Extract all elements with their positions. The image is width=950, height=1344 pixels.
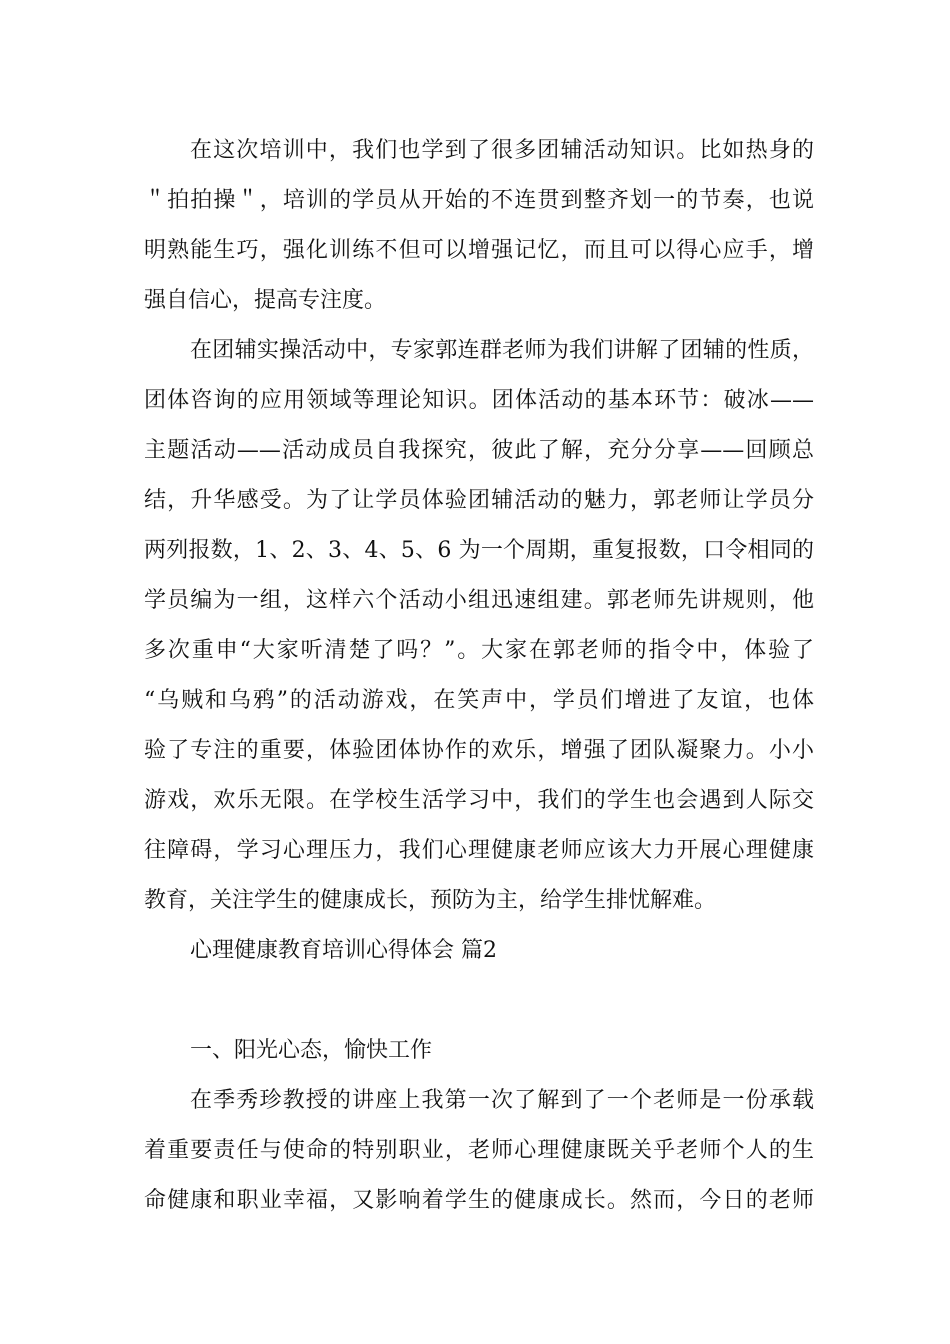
paragraph-1-line-3: 明熟能生巧，强化训练不但可以增强记忆，而且可以得心应手，增 bbox=[144, 238, 814, 263]
paragraph-2-line-6: 学员编为一组，这样六个活动小组迅速组建。郭老师先讲规则，他 bbox=[144, 588, 814, 613]
paragraph-2-line-8: “乌贼和乌鸦”的活动游戏，在笑声中，学员们增进了友谊，也体 bbox=[144, 688, 814, 713]
paragraph-2-line-5: 两列报数，1、2、3、4、5、6 为一个周期，重复报数，口令相同的 bbox=[144, 538, 814, 563]
paragraph-1-line-2: ＂拍拍操＂，培训的学员从开始的不连贯到整齐划一的节奏，也说 bbox=[144, 188, 814, 213]
paragraph-2-line-3: 主题活动——活动成员自我探究，彼此了解，充分分享——回顾总 bbox=[144, 438, 814, 463]
paragraph-2-line-2: 团体咨询的应用领域等理论知识。团体活动的基本环节：破冰—— bbox=[144, 388, 814, 413]
paragraph-2-line-9: 验了专注的重要，体验团体协作的欢乐，增强了团队凝聚力。小小 bbox=[144, 738, 814, 763]
subsection-heading: 一、阳光心态，愉快工作 bbox=[190, 1038, 433, 1063]
paragraph-2-line-10: 游戏，欢乐无限。在学校生活学习中，我们的学生也会遇到人际交 bbox=[144, 788, 814, 813]
paragraph-1-line-4: 强自信心，提高专注度。 bbox=[144, 288, 387, 313]
paragraph-2-line-12: 教育，关注学生的健康成长，预防为主，给学生排忧解难。 bbox=[144, 888, 717, 913]
section-heading: 心理健康教育培训心得体会 篇2 bbox=[190, 938, 497, 963]
paragraph-3-line-2: 着重要责任与使命的特别职业，老师心理健康既关乎老师个人的生 bbox=[144, 1138, 814, 1163]
paragraph-2-line-7: 多次重申“大家听清楚了吗？”。大家在郭老师的指令中，体验了 bbox=[144, 638, 814, 663]
paragraph-2-line-4: 结，升华感受。为了让学员体验团辅活动的魅力，郭老师让学员分 bbox=[144, 488, 814, 513]
paragraph-2-line-1: 在团辅实操活动中，专家郭连群老师为我们讲解了团辅的性质， bbox=[190, 338, 814, 363]
paragraph-2-line-11: 往障碍，学习心理压力，我们心理健康老师应该大力开展心理健康 bbox=[144, 838, 814, 863]
paragraph-1-line-1: 在这次培训中，我们也学到了很多团辅活动知识。比如热身的 bbox=[190, 138, 814, 163]
paragraph-3-line-1: 在季秀珍教授的讲座上我第一次了解到了一个老师是一份承载 bbox=[190, 1088, 814, 1113]
paragraph-3-line-3: 命健康和职业幸福，又影响着学生的健康成长。然而，今日的老师 bbox=[144, 1188, 814, 1213]
